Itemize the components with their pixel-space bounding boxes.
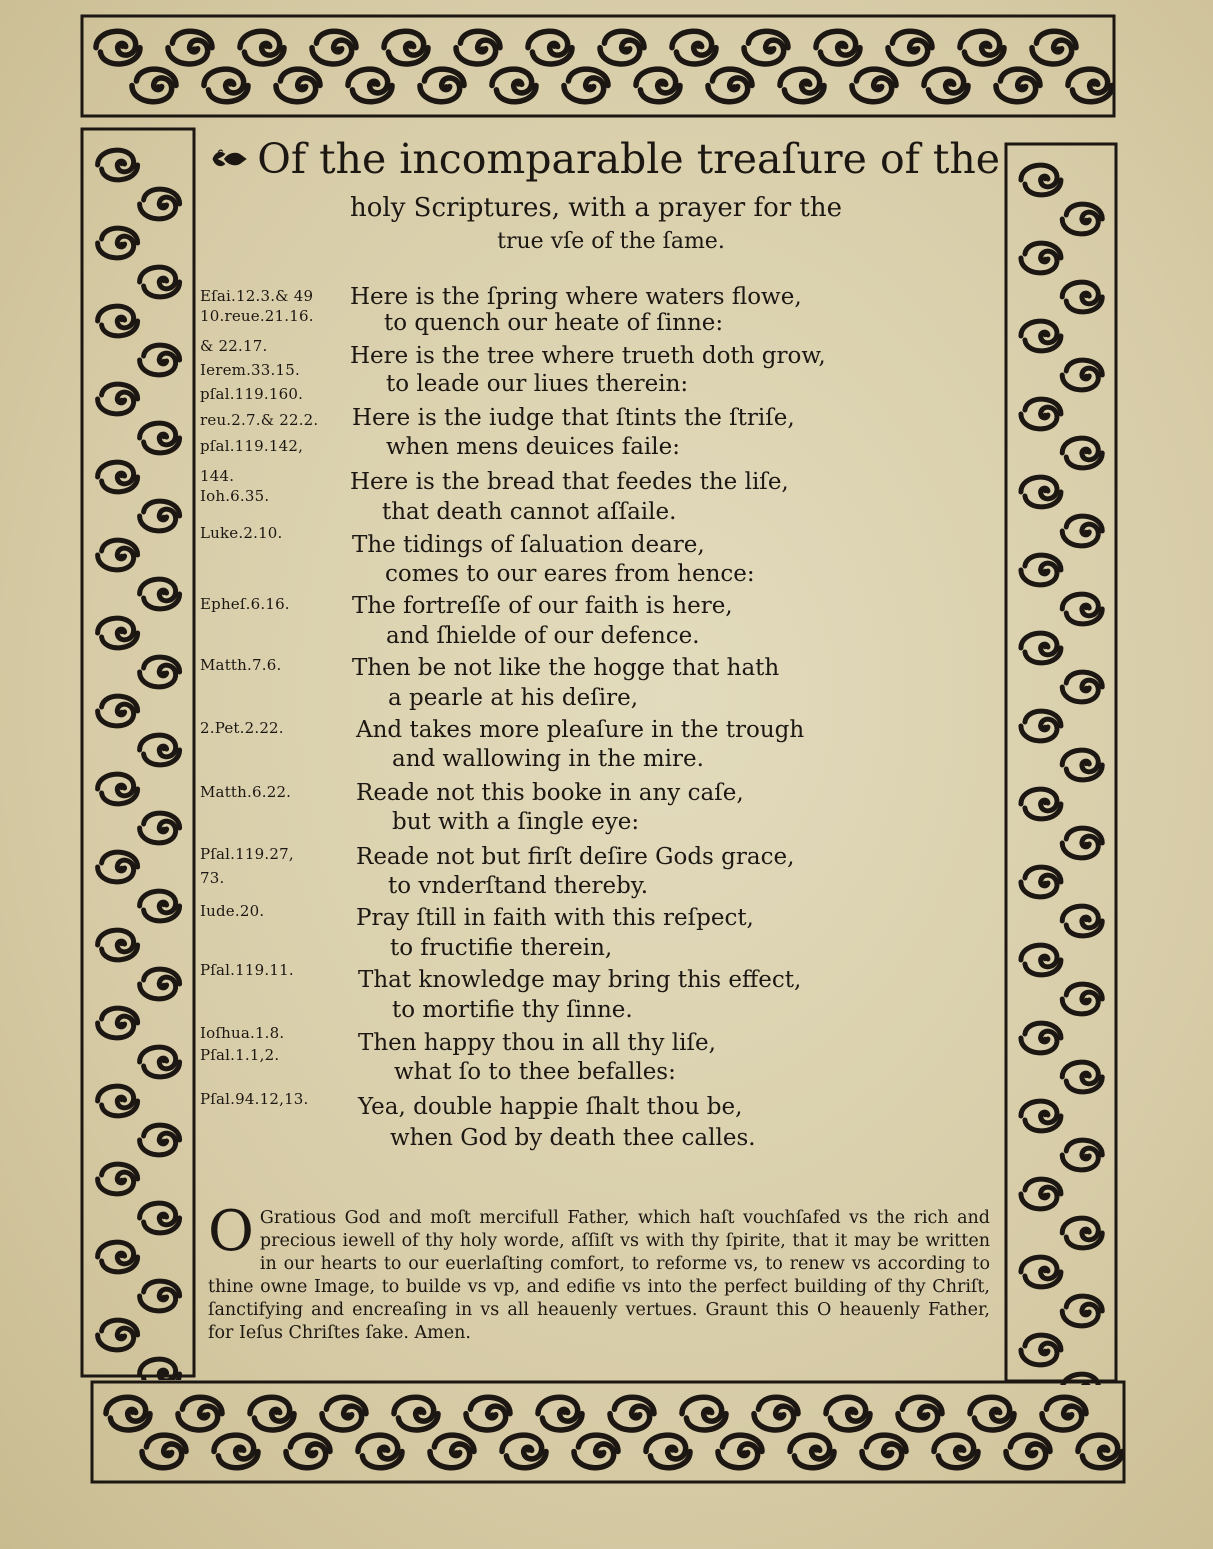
margin-ref: Matth.6.22. — [200, 783, 292, 801]
margin-ref: 144. — [200, 467, 235, 485]
verse-line: a pearle at his deſire, — [388, 685, 639, 711]
margin-ref: Pſal.119.27, — [200, 845, 294, 863]
verse-line: and wallowing in the mire. — [392, 746, 704, 772]
verse-line: Then be not like the hogge that hath — [352, 655, 780, 681]
margin-ref: 10.reue.21.16. — [200, 307, 314, 325]
ornamental-border-top — [78, 12, 1118, 120]
ornamental-border-right — [1002, 140, 1120, 1385]
margin-ref: Pſal.1.1,2. — [200, 1046, 280, 1064]
prayer-paragraph — [208, 1199, 990, 1345]
verse-line: Here is the ſpring where waters flowe, — [350, 284, 802, 310]
verse-line: Here is the tree where trueth doth grow, — [350, 343, 826, 369]
verse-line: to vnderſtand thereby. — [388, 873, 649, 899]
verse-line: to quench our heate of ſinne: — [384, 310, 724, 336]
verse-line: Here is the iudge that ſtints the ſtriſe, — [352, 405, 795, 431]
verse-line: Here is the bread that feedes the liſe, — [350, 469, 789, 495]
verse-line: what ſo to thee befalles: — [394, 1059, 676, 1085]
margin-ref: Ioh.6.35. — [200, 487, 270, 505]
verse-line: The tidings of ſaluation deare, — [352, 532, 705, 558]
verse-line: Pray ſtill in faith with this reſpect, — [356, 905, 754, 931]
title-line-3: true vſe of the ſame. — [497, 229, 725, 254]
margin-ref: Epheſ.6.16. — [200, 595, 290, 613]
margin-ref: Eſai.12.3.& 49 — [200, 287, 314, 305]
pointing-leaf-icon — [210, 141, 249, 177]
verse-line: when God by death thee calles. — [390, 1125, 756, 1151]
title-line-2: holy Scriptures, with a prayer for the — [350, 193, 842, 223]
verse-line: but with a ſingle eye: — [392, 809, 640, 835]
border-pattern — [1002, 140, 1120, 1385]
verse-line: That knowledge may bring this effect, — [358, 967, 802, 993]
page-title — [200, 128, 1000, 258]
margin-ref: Ioſhua.1.8. — [200, 1024, 285, 1042]
verse-line: The fortreſſe of our faith is here, — [352, 593, 733, 619]
margin-ref: 73. — [200, 869, 225, 887]
margin-ref: & 22.17. — [200, 337, 268, 355]
border-pattern — [88, 1378, 1128, 1486]
title-line-1 — [210, 128, 1000, 190]
border-pattern — [78, 125, 198, 1380]
drop-cap: O — [208, 1199, 254, 1264]
margin-ref: pſal.119.160. — [200, 385, 304, 403]
verse-line: to fructifie therein, — [390, 935, 613, 961]
title-text-1: Of the incomparable treaſure of the — [257, 135, 1000, 183]
margin-ref: Pſal.94.12,13. — [200, 1090, 309, 1108]
ornamental-border-bottom — [88, 1378, 1128, 1486]
border-pattern — [78, 12, 1118, 120]
verse-line: comes to our eares from hence: — [385, 561, 755, 587]
verse-line: to mortifie thy ſinne. — [392, 997, 633, 1023]
verse-line: Reade not but firſt deſire Gods grace, — [356, 844, 795, 870]
verse-line: to leade our liues therein: — [386, 371, 689, 397]
prayer-text: Gratious God and moſt mercifull Father, which haſt vouchſafed vs the rich and precious iewell of thy holy worde, aſſiſt vs with thy ſpirite, that it may be written in our hearts to our euerlaſting comfort, to reforme vs, to renew vs according to thine owne Image, to builde vs vp, and edifie vs into the perfect building of thy Chriſt, ſanctifying and encreaſing in vs all heauenly vertues. Graunt this O heauenly Father, for Ieſus Chriſtes ſake. Amen. — [208, 1208, 990, 1343]
margin-ref: reu.2.7.& 22.2. — [200, 411, 319, 429]
verse-line: when mens deuices faile: — [386, 434, 680, 460]
verse-line: Yea, double happie ſhalt thou be, — [358, 1094, 743, 1120]
verse-line: and ſhielde of our defence. — [386, 623, 700, 649]
margin-ref: Pſal.119.11. — [200, 961, 294, 979]
ornamental-border-left — [78, 125, 198, 1380]
verse-line: And takes more pleaſure in the trough — [356, 717, 805, 743]
margin-ref: Ierem.33.15. — [200, 361, 300, 379]
verse-line: Reade not this booke in any caſe, — [356, 780, 744, 806]
verse-line: Then happy thou in all thy liſe, — [358, 1030, 716, 1056]
verse-line: that death cannot aſſaile. — [382, 499, 677, 525]
margin-ref: Matth.7.6. — [200, 656, 282, 674]
margin-ref: Iude.20. — [200, 902, 265, 920]
margin-ref: pſal.119.142, — [200, 437, 304, 455]
margin-ref: Luke.2.10. — [200, 524, 283, 542]
margin-ref: 2.Pet.2.22. — [200, 719, 284, 737]
